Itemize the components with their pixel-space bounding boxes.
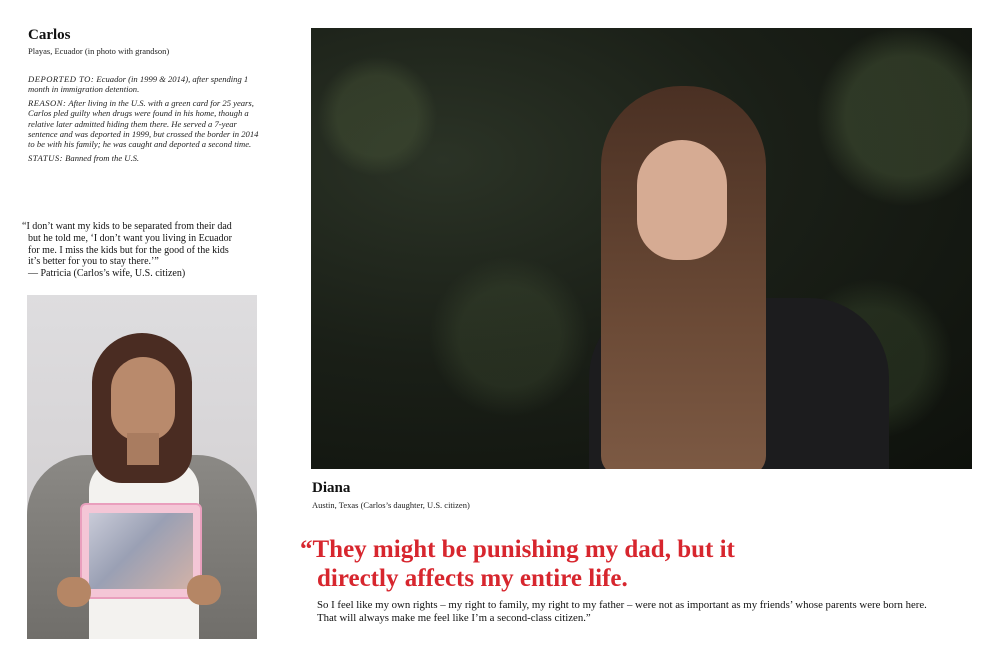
deported-label: DEPORTED TO: [28, 74, 95, 84]
patricia-photo [27, 295, 257, 639]
reason-label: REASON: [28, 97, 67, 108]
headline-line: “They might be punishing my dad, but it [300, 536, 735, 563]
carlos-location: Playas, Ecuador (in photo with grandson) [28, 46, 170, 56]
face [111, 357, 175, 441]
patricia-quote-text [22, 221, 262, 268]
reason-fact [28, 98, 263, 150]
neck [127, 433, 159, 465]
patricia-quote-attribution: — Patricia (Carlos’s wife, U.S. citizen) [28, 268, 186, 280]
diana-photo [311, 28, 972, 469]
status-value: Banned from the U.S. [65, 152, 140, 163]
reason-value: After living in the U.S. with a green card for 25 years, Carlos pled guilty when drugs were found in his home, though a relative later admitted hiding them there. He served a 7-year sentence and was deported in 1999, but crossed the border in 2014 to be with his family; he was caught and deported a second time. [28, 97, 259, 150]
carlos-name: Carlos [28, 27, 71, 43]
right-hand [187, 575, 221, 605]
quote-line: for me. I miss the kids but for the good of the kids [28, 244, 229, 256]
quote-line: it’s better for you to stay there.’” [28, 256, 159, 268]
carlos-facts [28, 74, 263, 166]
deported-fact [28, 74, 263, 95]
diana-quote-body: So I feel like my own rights – my right to family, my right to my father – were not as important as my friends’ whose parents were born here. That will always make me feel like I’m a second-class citizen.” [317, 599, 927, 624]
deported-value: Ecuador (in 1999 & 2014), after spending 1 month in immigration detention. [28, 74, 249, 95]
status-fact [28, 153, 263, 163]
status-label: STATUS: [28, 152, 64, 163]
diana-name: Diana [312, 480, 351, 496]
diana-headline-quote [300, 535, 860, 593]
diana-location: Austin, Texas (Carlos’s daughter, U.S. citizen) [312, 500, 470, 510]
quote-line: but he told me, ‘I don’t want you living in Ecuador [28, 232, 232, 244]
patricia-quote [22, 221, 262, 280]
headline-line: directly affects my entire life. [317, 565, 628, 592]
framed-photo [89, 513, 193, 589]
face [637, 140, 727, 260]
left-hand [57, 577, 91, 607]
quote-line: “I don’t want my kids to be separated from their dad [22, 221, 232, 232]
photo-frame [80, 503, 202, 599]
